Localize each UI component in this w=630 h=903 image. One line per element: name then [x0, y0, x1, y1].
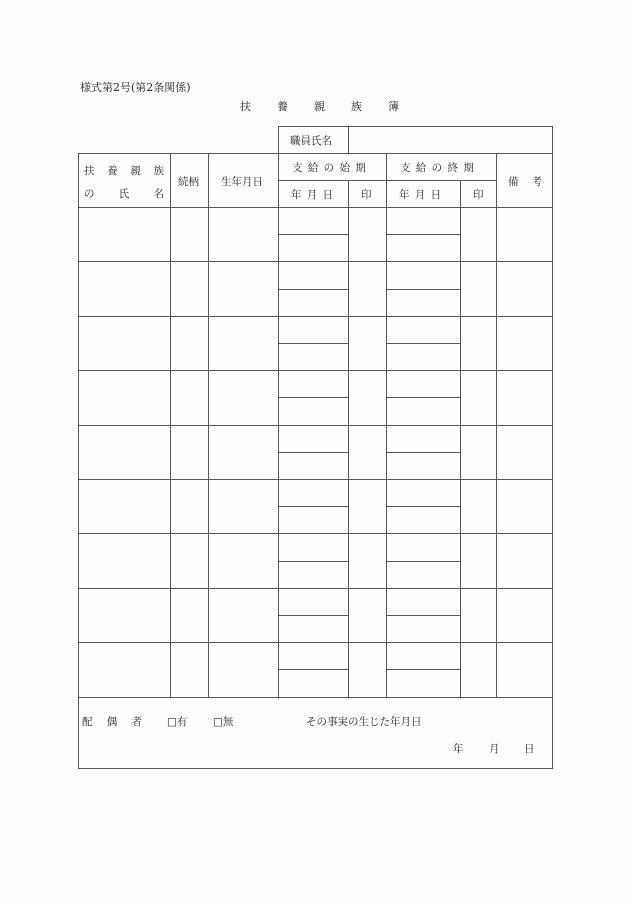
cell-birth-date[interactable]	[209, 643, 277, 695]
cell-start-date-2[interactable]	[279, 235, 347, 260]
header-char: の	[84, 188, 95, 200]
cell-start-date-2[interactable]	[279, 670, 347, 695]
cell-end-seal[interactable]	[461, 589, 495, 641]
cell-remarks[interactable]	[497, 534, 551, 586]
cell-name[interactable]	[79, 426, 169, 478]
cell-end-date-2[interactable]	[387, 235, 459, 260]
cell-name[interactable]	[79, 534, 169, 586]
cell-relationship[interactable]	[171, 262, 207, 314]
header-start-seal: 印	[361, 189, 372, 201]
cell-remarks[interactable]	[497, 480, 551, 532]
cell-end-date-2[interactable]	[387, 507, 459, 532]
cell-end-date-2[interactable]	[387, 344, 459, 369]
title-char: 養	[277, 100, 288, 113]
title-char: 族	[351, 100, 362, 113]
fact-date-label: その事実の生じた年月日	[306, 716, 422, 728]
header-start-date: 年 月 日	[291, 189, 335, 201]
cell-remarks[interactable]	[497, 589, 551, 641]
header-char: 備	[508, 176, 519, 188]
cell-name[interactable]	[79, 643, 169, 695]
cell-name[interactable]	[79, 317, 169, 369]
title-char: 簿	[388, 100, 399, 113]
year-label: 年	[453, 743, 464, 755]
cell-start-date-1[interactable]	[279, 534, 347, 559]
cell-start-seal[interactable]	[349, 643, 385, 695]
cell-end-date-1[interactable]	[387, 317, 459, 342]
cell-remarks[interactable]	[497, 262, 551, 314]
title-char: 親	[314, 100, 325, 113]
cell-start-seal[interactable]	[349, 317, 385, 369]
cell-relationship[interactable]	[171, 643, 207, 695]
employee-name-field[interactable]	[349, 127, 552, 153]
cell-name[interactable]	[79, 589, 169, 641]
cell-end-seal[interactable]	[461, 262, 495, 314]
cell-end-date-2[interactable]	[387, 616, 459, 641]
header-char: 親	[130, 165, 141, 177]
divider	[78, 697, 553, 698]
cell-start-date-1[interactable]	[279, 208, 347, 233]
cell-name[interactable]	[79, 480, 169, 532]
cell-remarks[interactable]	[497, 371, 551, 423]
header-dependent-name-line1	[84, 163, 164, 178]
divider	[552, 153, 553, 768]
cell-birth-date[interactable]	[209, 262, 277, 314]
header-char: 考	[531, 176, 542, 188]
month-label: 月	[489, 743, 500, 755]
cell-start-date-2[interactable]	[279, 507, 347, 532]
cell-end-date-2[interactable]	[387, 670, 459, 695]
divider	[552, 126, 553, 154]
cell-end-seal[interactable]	[461, 426, 495, 478]
header-end-seal: 印	[473, 189, 484, 201]
header-char: 扶	[84, 165, 95, 177]
cell-start-date-1[interactable]	[279, 589, 347, 614]
header-allowance-start: 支 給 の 始 期	[292, 162, 367, 174]
header-remarks	[508, 174, 542, 189]
cell-relationship[interactable]	[171, 480, 207, 532]
cell-name[interactable]	[79, 371, 169, 423]
cell-end-date-1[interactable]	[387, 589, 459, 614]
cell-end-date-1[interactable]	[387, 262, 459, 287]
spouse-label-char: 偶	[106, 716, 118, 728]
document-title	[240, 98, 425, 114]
spouse-label-char: 配	[82, 716, 93, 728]
cell-start-date-1[interactable]	[279, 371, 347, 396]
form-number: 様式第2号(第2条関係)	[80, 81, 191, 94]
spouse-option-yes[interactable]: □有	[167, 716, 188, 728]
cell-end-date-2[interactable]	[387, 290, 459, 315]
cell-start-date-1[interactable]	[279, 317, 347, 342]
cell-start-date-2[interactable]	[279, 616, 347, 641]
cell-relationship[interactable]	[171, 426, 207, 478]
spouse-option-no[interactable]: □無	[213, 716, 234, 728]
cell-end-seal[interactable]	[461, 643, 495, 695]
cell-name[interactable]	[79, 262, 169, 314]
header-relationship: 続柄	[178, 176, 199, 188]
cell-end-date-1[interactable]	[387, 371, 459, 396]
cell-end-date-2[interactable]	[387, 562, 459, 587]
cell-end-date-2[interactable]	[387, 453, 459, 478]
header-dependent-name-line2	[84, 186, 164, 201]
day-label: 日	[524, 743, 535, 755]
cell-remarks[interactable]	[497, 208, 551, 260]
cell-start-seal[interactable]	[349, 480, 385, 532]
employee-name-label: 職員氏名	[290, 135, 332, 147]
cell-start-date-2[interactable]	[279, 290, 347, 315]
spouse-label	[82, 714, 142, 729]
header-char: 氏	[118, 188, 130, 200]
divider	[78, 768, 553, 769]
cell-name[interactable]	[79, 208, 169, 260]
cell-birth-date[interactable]	[209, 589, 277, 641]
cell-relationship[interactable]	[171, 317, 207, 369]
cell-remarks[interactable]	[497, 426, 551, 478]
header-char: 名	[153, 188, 164, 200]
cell-start-date-2[interactable]	[279, 562, 347, 587]
cell-start-seal[interactable]	[349, 589, 385, 641]
divider	[78, 153, 553, 154]
cell-remarks[interactable]	[497, 643, 551, 695]
cell-end-date-1[interactable]	[387, 480, 459, 505]
cell-start-seal[interactable]	[349, 534, 385, 586]
cell-remarks[interactable]	[497, 317, 551, 369]
cell-birth-date[interactable]	[209, 480, 277, 532]
cell-birth-date[interactable]	[209, 371, 277, 423]
cell-end-date-2[interactable]	[387, 398, 459, 423]
cell-relationship[interactable]	[171, 534, 207, 586]
cell-start-date-1[interactable]	[279, 643, 347, 668]
header-end-date: 年 月 日	[399, 189, 443, 201]
divider	[278, 126, 279, 154]
cell-end-date-1[interactable]	[387, 534, 459, 559]
cell-start-date-1[interactable]	[279, 262, 347, 287]
cell-relationship[interactable]	[171, 208, 207, 260]
cell-birth-date[interactable]	[209, 208, 277, 260]
cell-birth-date[interactable]	[209, 426, 277, 478]
cell-start-seal[interactable]	[349, 262, 385, 314]
cell-end-seal[interactable]	[461, 534, 495, 586]
cell-end-seal[interactable]	[461, 371, 495, 423]
cell-end-seal[interactable]	[461, 208, 495, 260]
cell-birth-date[interactable]	[209, 534, 277, 586]
cell-end-seal[interactable]	[461, 480, 495, 532]
cell-start-date-2[interactable]	[279, 453, 347, 478]
cell-start-date-2[interactable]	[279, 344, 347, 369]
header-allowance-end: 支 給 の 終 期	[400, 162, 475, 174]
cell-start-date-1[interactable]	[279, 480, 347, 505]
header-birth-date: 生年月日	[221, 176, 263, 188]
cell-start-date-1[interactable]	[279, 426, 347, 451]
cell-relationship[interactable]	[171, 371, 207, 423]
divider	[278, 180, 496, 181]
cell-end-date-1[interactable]	[387, 208, 459, 233]
cell-start-seal[interactable]	[349, 371, 385, 423]
header-char: 養	[107, 165, 118, 177]
cell-start-seal[interactable]	[349, 208, 385, 260]
title-char: 扶	[240, 100, 251, 113]
cell-relationship[interactable]	[171, 589, 207, 641]
cell-start-date-2[interactable]	[279, 398, 347, 423]
cell-end-date-1[interactable]	[387, 643, 459, 668]
spouse-label-char: 者	[131, 716, 142, 728]
header-char: 族	[153, 165, 164, 177]
cell-end-seal[interactable]	[461, 317, 495, 369]
cell-end-date-1[interactable]	[387, 426, 459, 451]
cell-birth-date[interactable]	[209, 317, 277, 369]
cell-start-seal[interactable]	[349, 426, 385, 478]
